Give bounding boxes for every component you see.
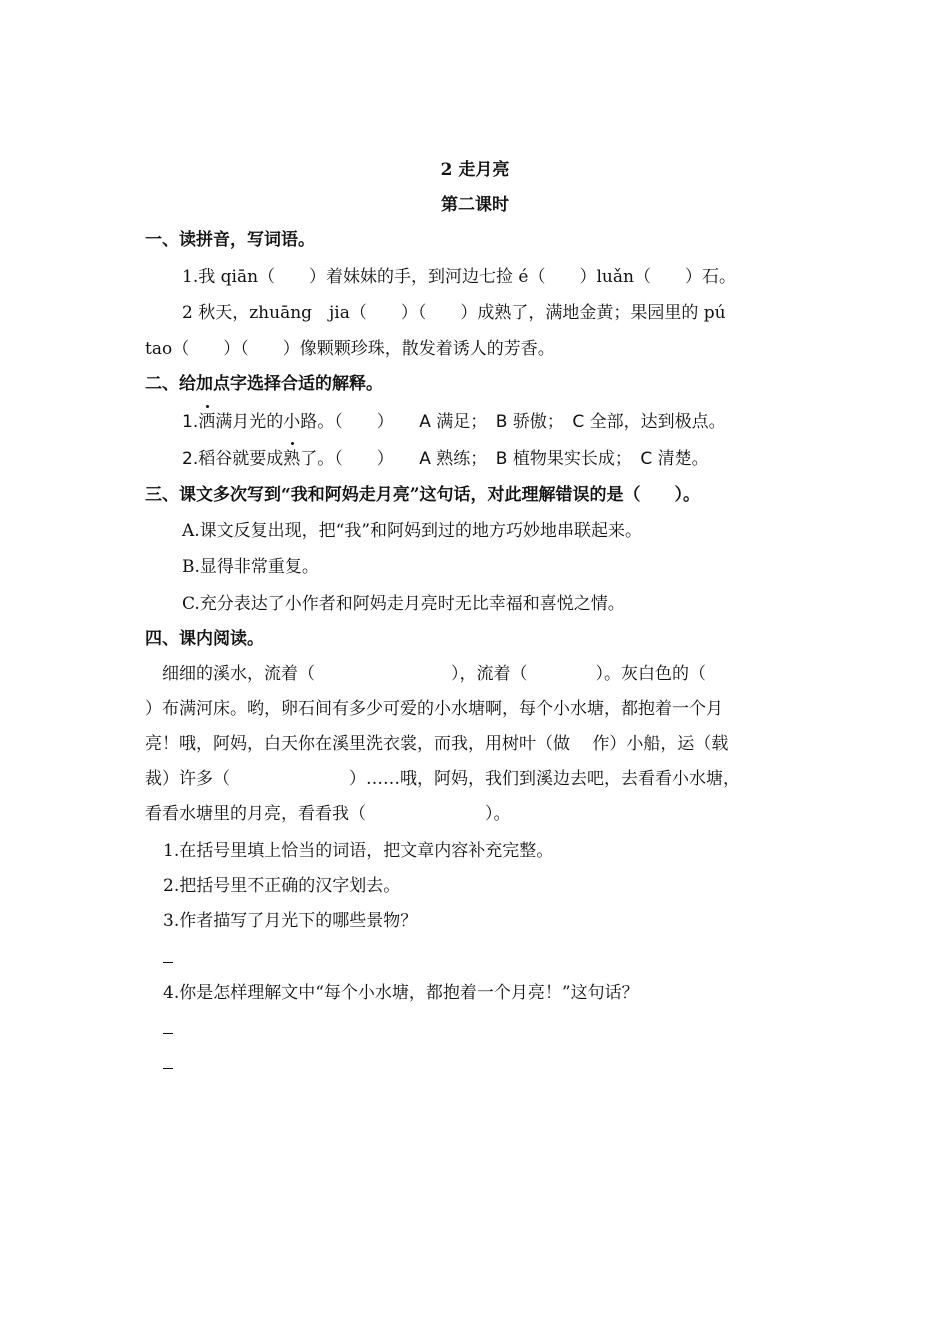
dotted-character: 熟 — [283, 449, 301, 469]
section1-question-2-line1: 2 秋天，zhuāng jia（ ）（ ）成熟了，满地金黄；果园里的 pú — [182, 303, 726, 323]
passage-line: 裁）许多（ ）……哦，阿妈，我们到溪边去吧，去看看小水塘， — [145, 769, 740, 789]
reading-question-1: 1.在括号里填上恰当的词语，把文章内容补充完整。 — [163, 841, 554, 861]
lesson-title: 2 走月亮 — [440, 160, 510, 180]
section2-question-1 — [182, 411, 726, 433]
section2-heading: 二、给加点字选择合适的解释。 — [145, 374, 383, 394]
section3-option-a: A.课文反复出现，把“我”和阿妈到过的地方巧妙地串联起来。 — [182, 521, 643, 541]
passage-line: 亮！哦，阿妈，白天你在溪里洗衣裳，而我，用树叶（做 作）小船，运（载 — [145, 734, 729, 754]
answer-line — [163, 1033, 173, 1034]
reading-question-3: 3.作者描写了月光下的哪些景物？ — [163, 911, 418, 931]
dotted-character: 洒 — [198, 412, 216, 432]
passage-line: ）布满河床。哟，卵石间有多少可爱的小水塘啊，每个小水塘，都抱着一个月 — [145, 699, 723, 719]
section1-question-1: 1.我 qiān（ ）着妹妹的手，到河边七捡 é（ ）luǎn（ ）石。 — [182, 267, 736, 287]
section2-question-2 — [182, 448, 709, 470]
section3-option-b: B.显得非常重复。 — [182, 557, 319, 577]
section1-question-2-line2: tao（ ）（ ）像颗颗珍珠，散发着诱人的芳香。 — [145, 339, 555, 359]
answer-line — [163, 962, 173, 963]
reading-question-4: 4.你是怎样理解文中“每个小水塘，都抱着一个月亮！”这句话？ — [163, 983, 639, 1003]
answer-line — [163, 1068, 173, 1069]
section2-q2-prefix: 2.稻谷就要成 — [182, 449, 284, 469]
passage-line: 细细的溪水，流着（ ），流着（ ）。灰白色的（ — [145, 664, 706, 684]
section2-q1-number: 1. — [182, 412, 199, 432]
section3-option-c: C.充分表达了小作者和阿妈走月亮时无比幸福和喜悦之情。 — [182, 594, 625, 614]
reading-question-2: 2.把括号里不正确的汉字划去。 — [163, 876, 401, 896]
lesson-subtitle: 第二课时 — [441, 195, 509, 215]
section4-heading: 四、课内阅读。 — [145, 629, 264, 649]
section1-heading: 一、读拼音，写词语。 — [145, 230, 315, 250]
section3-heading: 三、课文多次写到“我和阿妈走月亮”这句话，对此理解错误的是（ ）。 — [145, 485, 701, 505]
passage-line: 看看水塘里的月亮，看看我（ ）。 — [145, 804, 511, 824]
section2-q1-text: 满月光的小路。（ ） A 满足； B 骄傲； C 全部，达到极点。 — [215, 412, 726, 432]
section2-q2-text: 了。（ ） A 熟练； B 植物果实长成； C 清楚。 — [300, 449, 709, 469]
